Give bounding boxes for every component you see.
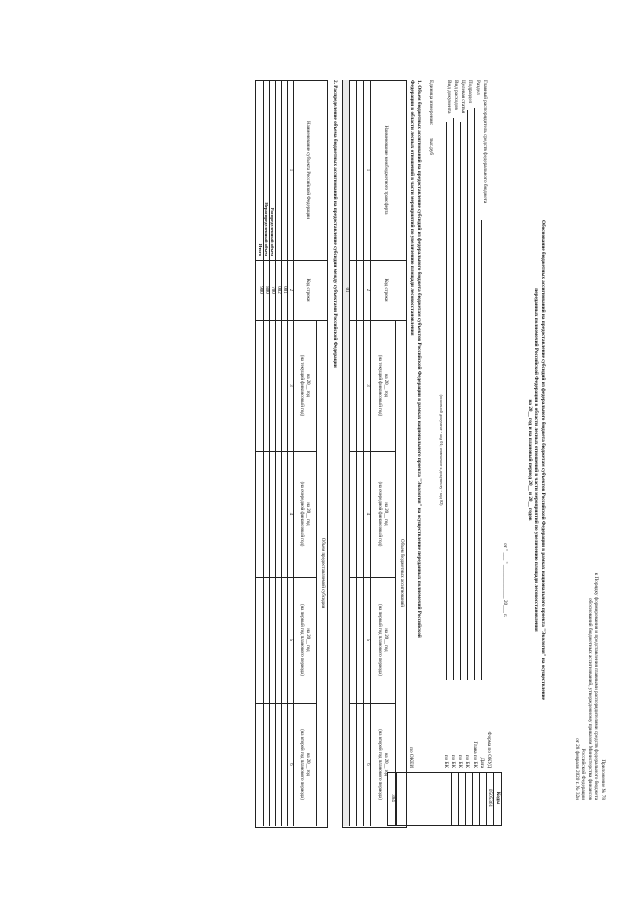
field-target-article: Целевая статья — [460, 80, 467, 114]
s1-num-2: 2 — [365, 288, 370, 292]
label-okud: Форма по ОКУД — [486, 731, 492, 768]
s2-summary-undistributed-code: 800 — [264, 286, 269, 294]
s2-col-code-header: Код строки — [305, 278, 310, 302]
field-doc-kind: Вид документа — [445, 80, 452, 114]
s1-num-1: 1 — [365, 168, 370, 172]
appendix-number: Приложение № 78 — [600, 759, 606, 800]
date-line: от " ___ " _____________ 20___ г. — [502, 542, 508, 618]
s2-num-4: 4 — [288, 512, 293, 516]
s1-col-code-header: Код строки — [383, 278, 388, 302]
s1-group-header: Объем бюджетных ассигнований — [399, 539, 404, 607]
s2-num-6: 6 — [288, 763, 293, 766]
label-bk-3: по БК — [449, 754, 456, 768]
s2-summary-distributed-label: Распределенный объем — [270, 207, 275, 256]
s1-period-plan1-year: на 20__ год — [383, 628, 388, 652]
appendix-line-4: Российской Федерации — [580, 748, 587, 800]
s1-period-current-year: на 20__ год — [383, 373, 388, 398]
title-line-3: на 20__ год и на плановый период 20__ и 20__ годов — [527, 399, 533, 521]
section1-table — [342, 80, 407, 828]
field-expense-type: Вид расходов — [452, 80, 459, 110]
s2-period-next-note: (на очередной финансовый год) — [299, 481, 305, 547]
okei-code-value: 384 — [390, 794, 396, 802]
s1-period-plan2-note: (на второй год планового периода) — [377, 729, 383, 800]
s1-period-next-note: (на очередной финансовый год) — [377, 481, 383, 547]
s1-period-plan2 — [377, 703, 389, 826]
s2-period-plan1-note: (на первый год планового периода) — [299, 604, 305, 676]
s1-row-code: 01 — [344, 287, 349, 293]
s1-period-plan2-year: на 20__ год — [383, 752, 388, 777]
s2-period-plan1 — [299, 577, 311, 703]
s1-col-name-header: Наименование межбюджетного трансферта — [383, 125, 388, 215]
s1-period-next-year: на 20__ год — [383, 502, 388, 526]
s2-num-2: 2 — [288, 288, 293, 292]
s2-period-plan1-year: на 20__ год — [305, 628, 310, 652]
s2-summary-total-code: 900 — [258, 286, 263, 294]
field-chief-manager: Главный распорядитель средств федерального бюджета — [482, 80, 488, 204]
label-date: Дата — [478, 757, 485, 768]
s2-summary-undistributed-label: Нераспределенный объем — [264, 202, 269, 256]
label-bk-2: по БК — [457, 754, 464, 768]
s2-group-header: Объем предоставляемой субсидии — [320, 537, 325, 609]
s1-num-3: 3 — [365, 384, 370, 387]
appendix-note — [574, 560, 607, 800]
s2-period-next-year: на 20__ год — [305, 502, 310, 526]
section1-title-line-1: 1. Объем бюджетных ассигнований на предоставление субсидий из федерального бюджета бюджетам субъектов Российской Федерации в рамках национального проекта "Экология" на осуществление переданных полномочий Российской — [416, 80, 422, 638]
s2-num-3: 3 — [288, 384, 293, 387]
label-bk-1: по БК — [464, 754, 471, 768]
s2-period-plan2-year: на 20__ год — [305, 752, 310, 777]
label-bk-4: по БК — [442, 754, 449, 768]
s2-row-code-2: 002 — [276, 286, 281, 294]
s2-num-5: 5 — [288, 638, 293, 642]
section2-title: 2. Распределение объема бюджетных ассигнований на предоставление субсидии между субъектами Российской Федерации — [332, 80, 338, 368]
appendix-line-5: от 28 февраля 2020 г. № 32н — [574, 738, 580, 800]
s2-period-current — [299, 320, 311, 451]
unit-label: Единица измерения: — [428, 80, 434, 126]
appendix-line-2: к Порядку формирования и представления главными распорядителями средств федерального бюджета — [593, 572, 600, 800]
appendix-line-3: обоснований бюджетных ассигнований, утвержденному приказом Министерства финансов — [587, 597, 593, 800]
form-code-value: 0505361 — [487, 788, 493, 808]
s2-summary-distributed-code: 700 — [270, 286, 275, 294]
title-line-1: Обоснование бюджетных ассигнований на предоставление субсидий из федерального бюджета бюджетам субъектов Российской Федерации в рамках национального проекта "Экология" на осуществление — [540, 220, 546, 700]
codes-header: Коды — [495, 791, 501, 805]
s2-period-plan2 — [299, 703, 311, 826]
section1-title — [409, 80, 422, 820]
s2-num-1: 1 — [288, 168, 293, 172]
s1-num-5: 5 — [365, 638, 370, 642]
section1-total-band — [343, 80, 350, 826]
s2-period-current-note: (на текущий финансовый год) — [299, 354, 305, 417]
field-subsection: Подраздел — [467, 80, 474, 104]
s1-period-current-note: (на текущий финансовый год) — [377, 354, 383, 417]
doc-kind-hint: (основной документ - код 01; изменение к документу - код 02) — [439, 394, 444, 506]
s2-summary-total-label: Итого — [258, 243, 263, 256]
document-title — [527, 110, 547, 810]
s1-period-plan1-note: (на первый год планового периода) — [377, 604, 383, 676]
s1-period-plan1 — [377, 577, 389, 703]
label-okei: по ОКЕИ — [407, 747, 414, 768]
s2-period-plan2-note: (на второй год планового периода) — [299, 729, 305, 800]
s2-period-next — [299, 451, 311, 577]
section1-title-line-2: Федерации в области лесных отношений в части мероприятий по увеличению площади лесовосстановления — [409, 80, 416, 336]
unit-value: тыс.руб — [428, 138, 434, 156]
label-chapter: Глава по БК — [471, 741, 478, 768]
s1-period-next — [377, 451, 389, 577]
title-line-2: переданных полномочий Российской Федерации в области лесных отношений в части мероприятий по увеличению площади лесовосстановления — [533, 288, 540, 632]
s1-num-6: 6 — [365, 763, 370, 766]
s2-col-name-header: Наименование субъекта Российской Федерации — [305, 121, 310, 219]
field-section: Раздел — [474, 80, 481, 95]
s2-period-current-year: на 20__ год — [305, 373, 310, 398]
s1-period-current — [377, 320, 389, 451]
s1-num-4: 4 — [365, 512, 370, 516]
s2-row-code-1: 001 — [282, 286, 287, 294]
